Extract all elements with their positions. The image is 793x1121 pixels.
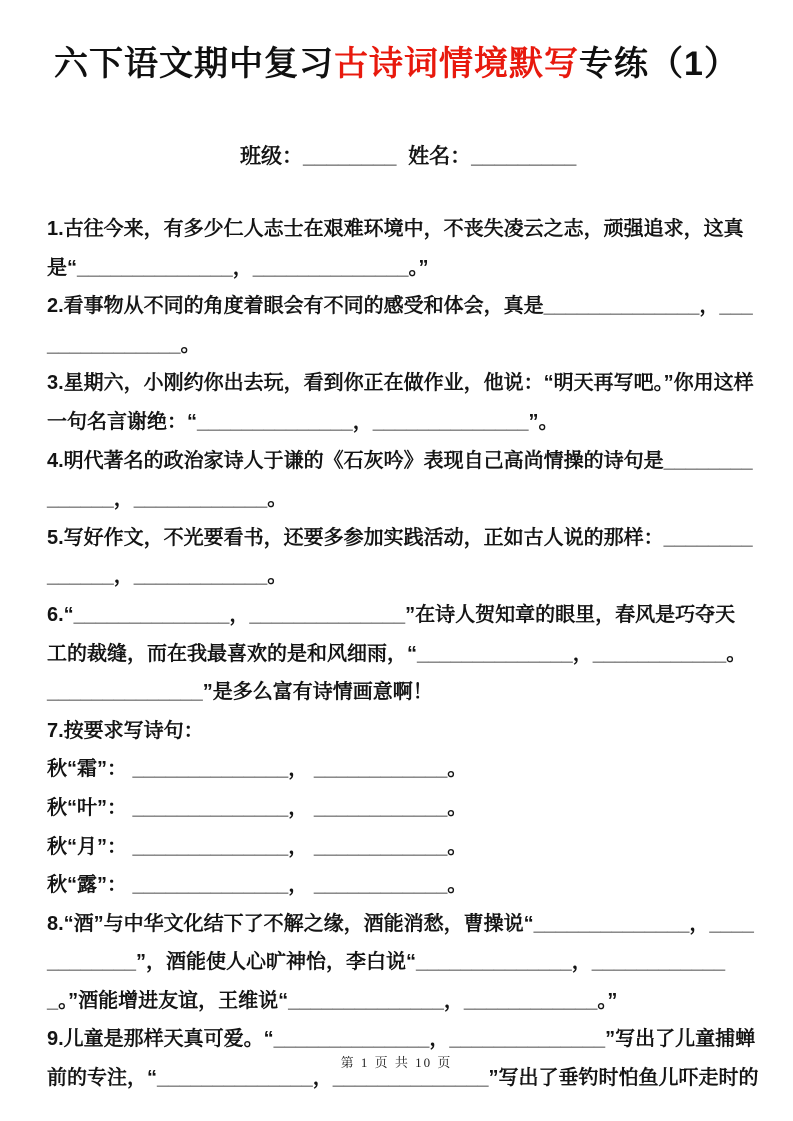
page-title bbox=[0, 0, 793, 88]
question-9-line: 9.儿童是那样天真可爱。“______________，______________”写出了儿童捕蝉 bbox=[47, 1028, 756, 1051]
title-part-prefix: 六下语文期中复习 bbox=[54, 45, 335, 83]
questions-list bbox=[47, 210, 759, 1098]
question-2-line: 2.看事物从不同的角度着眼会有不同的感受和体会，真是______________，___ bbox=[47, 295, 753, 318]
question-4-line: 4.明代著名的政治家诗人于谦的《石灰吟》表现自己高尚情操的诗句是________ bbox=[47, 449, 753, 472]
question-7-line: 秋“霜”： ______________， ____________。 bbox=[47, 758, 468, 781]
question-3-line: 3.星期六，小刚约你出去玩，看到你正在做作业，他说：“明天再写吧。”你用这样 bbox=[47, 372, 754, 395]
fields-separator bbox=[396, 145, 408, 168]
question-6-line: 工的裁缝，而在我最喜欢的是和风细雨，“______________，____________。 bbox=[47, 642, 747, 665]
class-blank: ________ bbox=[303, 145, 397, 168]
question-2-line: ____________。 bbox=[47, 333, 201, 356]
class-label: 班级： bbox=[240, 145, 304, 168]
question-6-line: ______________”是多么富有诗情画意啊！ bbox=[47, 681, 433, 704]
title-part-suffix: 专练（1） bbox=[579, 45, 739, 83]
question-4-line: ______，____________。 bbox=[47, 488, 288, 511]
question-8-line: _。”酒能增进友谊，王维说“______________，____________。” bbox=[47, 989, 618, 1012]
question-7-line: 7.按要求写诗句： bbox=[47, 719, 204, 742]
name-blank: _________ bbox=[471, 145, 577, 168]
question-7-line: 秋“月”： ______________， ____________。 bbox=[47, 835, 468, 858]
question-7-line: 秋“叶”： ______________， ____________。 bbox=[47, 796, 468, 819]
question-5-line: ______，____________。 bbox=[47, 565, 288, 588]
page-footer: 第 1 页 共 10 页 bbox=[340, 1055, 453, 1070]
title-part-highlight: 古诗词情境默写 bbox=[334, 45, 580, 83]
question-8-line: ________”，酒能使人心旷神怡，李白说“______________，____________ bbox=[47, 951, 726, 974]
question-7-line: 秋“露”： ______________， ____________。 bbox=[47, 874, 468, 897]
header-fields bbox=[0, 112, 793, 202]
name-label: 姓名： bbox=[408, 145, 472, 168]
question-1-line: 是“______________，______________。” bbox=[47, 256, 429, 279]
question-5-line: 5.写好作文，不光要看书，还要多参加实践活动，正如古人说的那样：________ bbox=[47, 526, 753, 549]
question-6-line: 6.“______________，______________”在诗人贺知章的眼里，春风是巧夺天 bbox=[47, 603, 736, 626]
question-9-line: 前的专注，“______________，______________”写出了垂钓时怕鱼儿吓走时的 bbox=[47, 1067, 759, 1090]
question-8-line: 8.“酒”与中华文化结下了不解之缘，酒能消愁，曹操说“______________，____ bbox=[47, 912, 754, 935]
question-3-line: 一句名言谢绝：“______________，______________”。 bbox=[47, 410, 559, 433]
question-1-line: 1.古往今来，有多少仁人志士在艰难环境中，不丧失凌云之志，顽强追求，这真 bbox=[47, 218, 744, 240]
